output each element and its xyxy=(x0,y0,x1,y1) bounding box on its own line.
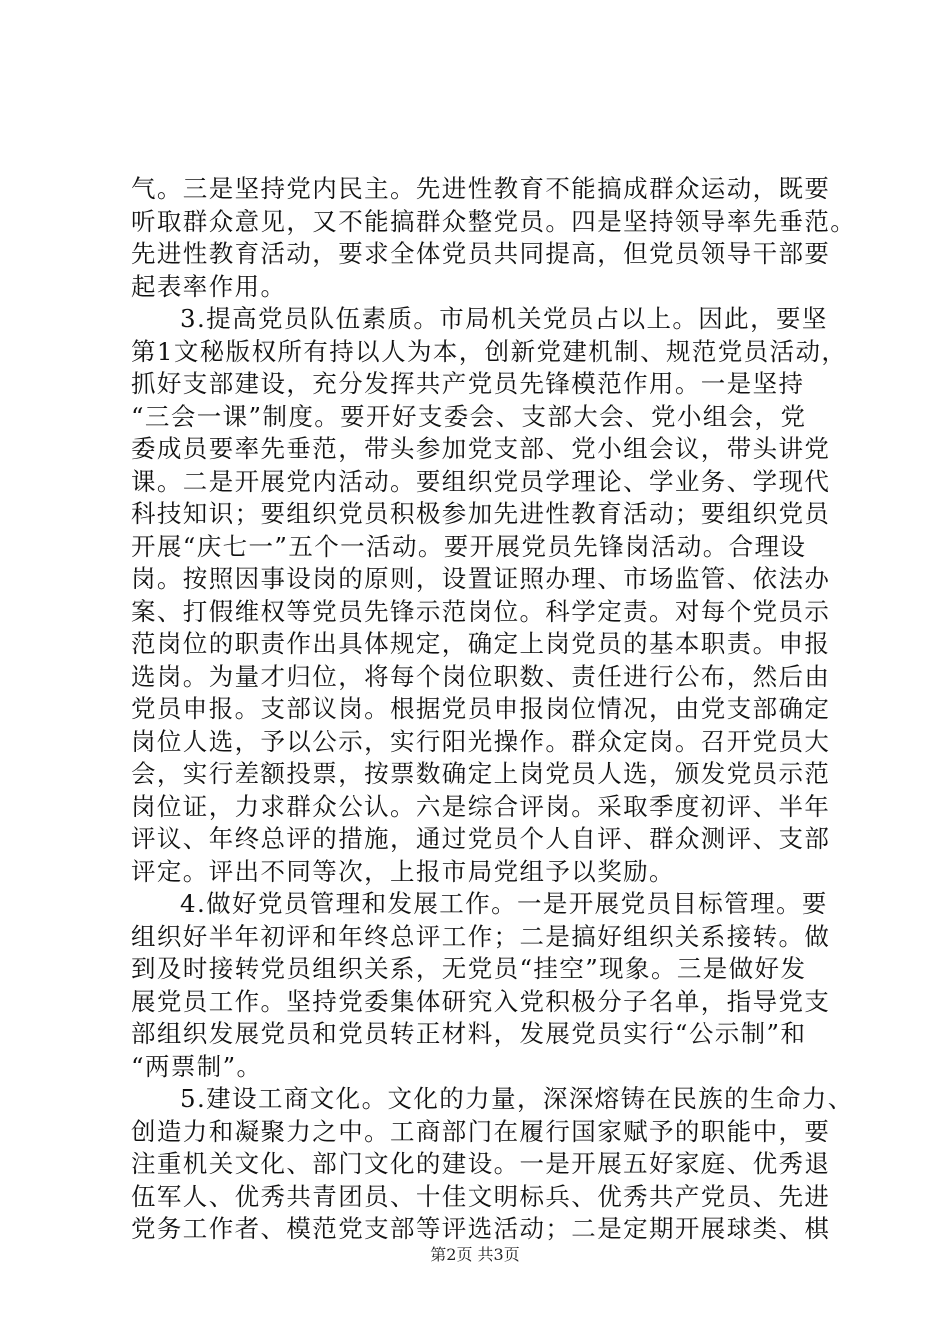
paragraph-start-line: 5.建设工商文化。文化的力量，深深熔铸在民族的生命力、 xyxy=(180,1084,854,1113)
text-line: “两票制”。 xyxy=(131,1051,263,1081)
text-line: 创造力和凝聚力之中。工商部门在履行国家赋予的职能中，要 xyxy=(131,1116,831,1146)
text-line: 起表率作用。 xyxy=(131,271,287,301)
text-line: 抓好支部建设，充分发挥共产党员先锋模范作用。一是坚持 xyxy=(131,369,805,398)
text-line: 党员申报。支部议岗。根据党员申报岗位情况，由党支部确定 xyxy=(131,694,831,723)
text-line: 伍军人、优秀共青团员、十佳文明标兵、优秀共产党员、先进 xyxy=(131,1181,831,1211)
text-line: “三会一课”制度。要开好支委会、支部大会、党小组会，党 xyxy=(131,401,807,431)
text-line: 组织好半年初评和年终总评工作；二是搞好组织关系接转。做 xyxy=(131,921,831,951)
text-line: 听取群众意见，又不能搞群众整党员。四是坚持领导率先垂范。 xyxy=(131,206,857,236)
text-line: 课。二是开展党内活动。要组织党员学理论、学业务、学现代 xyxy=(131,466,831,496)
paragraph-start-line: 4.做好党员管理和发展工作。一是开展党员目标管理。要 xyxy=(180,889,828,918)
text-line: 岗。按照因事设岗的原则，设置证照办理、市场监管、依法办 xyxy=(131,564,831,593)
text-line: 气。三是坚持党内民主。先进性教育不能搞成群众运动，既要 xyxy=(131,174,831,203)
paragraph-start-line: 3.提高党员队伍素质。市局机关党员占以上。因此，要坚 xyxy=(180,304,828,333)
text-line: 党务工作者、模范党支部等评选活动；二是定期开展球类、棋 xyxy=(131,1214,831,1243)
text-line: 评定。评出不同等次，上报市局党组予以奖励。 xyxy=(131,856,675,886)
text-line: 开展“庆七一”五个一活动。要开展党员先锋岗活动。合理设 xyxy=(131,531,807,561)
text-line: 到及时接转党员组织关系，无党员“挂空”现象。三是做好发 xyxy=(131,954,807,983)
text-line: 岗位人选，予以公示，实行阳光操作。群众定岗。召开党员大 xyxy=(131,726,831,756)
text-line: 会，实行差额投票，按票数确定上岗党员人选，颁发党员示范 xyxy=(131,759,831,788)
text-line: 选岗。为量才归位，将每个岗位职数、责任进行公布，然后由 xyxy=(131,661,831,691)
text-line: 第1文秘版权所有持以人为本，创新党建机制、规范党员活动， xyxy=(131,336,848,366)
text-line: 先进性教育活动，要求全体党员共同提高，但党员领导干部要 xyxy=(131,239,831,268)
text-line: 展党员工作。坚持党委集体研究入党积极分子名单，指导党支 xyxy=(131,986,831,1016)
page-number-footer: 第2页 共3页 xyxy=(430,1245,520,1264)
text-line: 案、打假维权等党员先锋示范岗位。科学定责。对每个党员示 xyxy=(131,596,831,626)
text-line: 科技知识；要组织党员积极参加先进性教育活动；要组织党员 xyxy=(131,499,831,528)
text-line: 岗位证，力求群众公认。六是综合评岗。采取季度初评、半年 xyxy=(131,791,831,821)
text-line: 范岗位的职责作出具体规定，确定上岗党员的基本职责。申报 xyxy=(131,629,831,658)
text-line: 委成员要率先垂范，带头参加党支部、党小组会议，带头讲党 xyxy=(131,434,831,463)
text-line: 评议、年终总评的措施，通过党员个人自评、群众测评、支部 xyxy=(131,824,831,853)
text-line: 注重机关文化、部门文化的建设。一是开展五好家庭、优秀退 xyxy=(131,1149,831,1178)
text-line: 部组织发展党员和党员转正材料，发展党员实行“公示制”和 xyxy=(131,1019,807,1048)
document-body xyxy=(131,173,857,1246)
